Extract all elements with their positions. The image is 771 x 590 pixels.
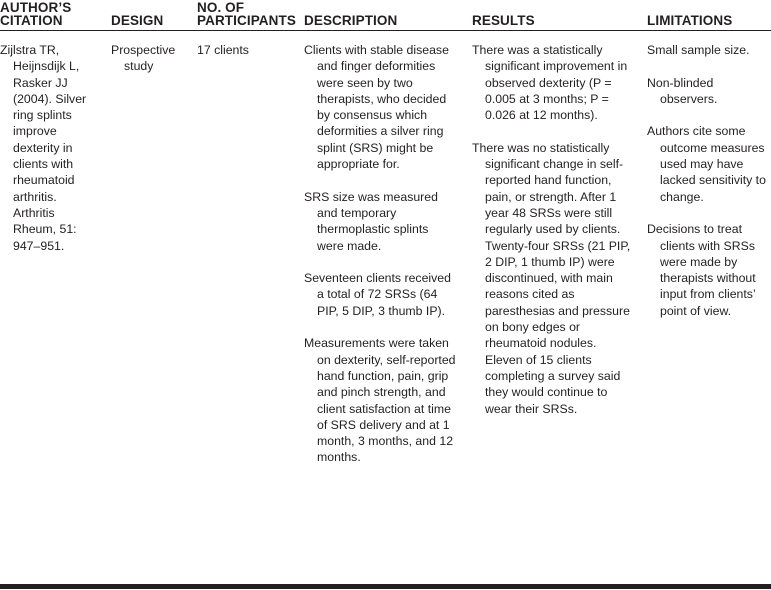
description-paragraph: Measurements were taken on dexterity, self-reported hand function, pain, grip and pinch strength, and client satisfaction at time of SRS delivery and at 1 month, 3 months, and 12 months. [304,336,456,465]
header-line: NO. OF [197,0,245,15]
participants-text: 17 clients [197,43,249,57]
results-paragraph: There was no statistically significant change in self-reported hand function, pain, or strength. After 1 year 48 SRSs were still regularly used by clients. Twenty-four SRSs (21 PIP, 2 DIP, 1 thumb IP) were discontinued, with main reasons cited as paresthesias and pressure on bony edges or rheumatoid nodules. Eleven of 15 clients completing a survey said they would continue to wear their SRSs. [472,140,631,416]
header-line: DESCRIPTION [304,13,398,28]
results-paragraph: There was a statistically significant improvement in observed dexterity (P = 0.005 at 3 months; P = 0.026 at 12 months). [472,43,628,123]
cell-limitations [647,42,771,319]
description-paragraph: SRS size was measured and temporary thermoplastic splints were made. [304,189,438,253]
header-line: LIMITATIONS [647,13,733,28]
header-divider [0,30,771,31]
header-line: RESULTS [472,13,535,28]
header-description [304,14,397,27]
cell-participants [197,42,297,58]
header-limitations [647,14,732,27]
design-text: Prospective study [111,43,176,74]
limitations-paragraph: Authors cite some outcome measures used may have lacked sensitivity to change. [647,124,766,204]
table-bottom-rule [0,584,771,589]
header-design [111,14,163,27]
cell-description [304,42,456,466]
limitations-paragraph: Small sample size. [647,43,750,57]
description-paragraph: Clients with stable disease and finger deformities were seen by two therapists, who decided by consensus which deformities a silver ring splint (SRS) might be appropriate for. [304,43,449,172]
header-line: DESIGN [111,13,164,28]
header-author-citation [0,1,71,27]
header-results [472,14,535,27]
cell-results [472,42,632,417]
header-participants [197,1,296,27]
cell-citation [0,42,90,254]
description-paragraph: Seventeen clients received a total of 72 SRSs (64 PIP, 5 DIP, 3 thumb IP). [304,271,451,318]
cell-design [111,42,191,75]
limitations-paragraph: Decisions to treat clients with SRSs were made by therapists without input from clients’ point of view. [647,222,756,318]
header-line: PARTICIPANTS [197,13,296,28]
header-line: AUTHOR’S [0,0,72,15]
header-line: CITATION [0,13,63,28]
citation-text: Zijlstra TR, Heijnsdijk L, Rasker JJ (2004). Silver ring splints improve dexterity in clients with rheumatoid arthritis. Arthritis Rheum, 51: 947–951. [0,43,87,253]
limitations-paragraph: Non-blinded observers. [647,75,718,106]
